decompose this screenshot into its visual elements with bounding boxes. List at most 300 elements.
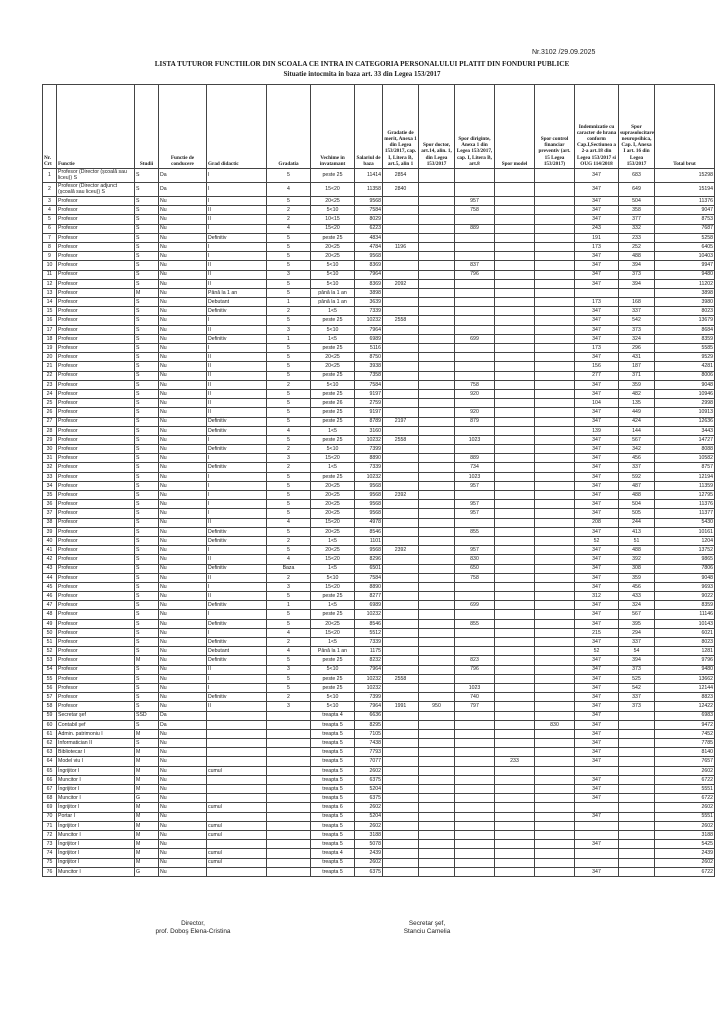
cell-vechime: peste 26	[311, 399, 355, 408]
cell-vechime: 1<5	[311, 426, 355, 435]
cell-nr-crt: 73	[43, 840, 57, 849]
cell-functie: Profesor	[57, 491, 135, 500]
cell-spor-doctor	[419, 711, 455, 720]
cell-spor-suprasolicitare: 144	[619, 426, 655, 435]
cell-spor-control-financiar	[535, 693, 575, 702]
cell-spor-suprasolicitare: 324	[619, 601, 655, 610]
cell-total-brut: 13662	[655, 674, 715, 683]
cell-total-brut: 8140	[655, 748, 715, 757]
cell-vechime: 5<10	[311, 573, 355, 582]
cell-vechime: 15<20	[311, 628, 355, 637]
table-row	[43, 757, 715, 766]
cell-functie-conducere: Nu	[159, 628, 207, 637]
cell-functie-conducere: Nu	[159, 353, 207, 362]
cell-salariul-baza: 7339	[355, 463, 383, 472]
cell-total-brut: 6722	[655, 775, 715, 784]
cell-nr-crt: 58	[43, 702, 57, 711]
cell-spor-model	[495, 298, 535, 307]
cell-indemnizatie-hrana: 347	[575, 408, 619, 417]
cell-spor-doctor	[419, 748, 455, 757]
cell-spor-suprasolicitare: 342	[619, 445, 655, 454]
cell-vechime: treapta 5	[311, 720, 355, 729]
cell-grad-didactic: II	[207, 279, 267, 288]
cell-gradatia: 5	[267, 592, 311, 601]
cell-total-brut: 2602	[655, 766, 715, 775]
cell-gradatie-merit	[383, 683, 419, 692]
cell-indemnizatie-hrana: 347	[575, 693, 619, 702]
cell-spor-suprasolicitare: 482	[619, 389, 655, 398]
cell-spor-control-financiar	[535, 665, 575, 674]
cell-total-brut: 5430	[655, 518, 715, 527]
cell-spor-control-financiar	[535, 454, 575, 463]
cell-total-brut: 6021	[655, 628, 715, 637]
cell-grad-didactic	[207, 794, 267, 803]
cell-functie-conducere: Nu	[159, 224, 207, 233]
cell-functie: Îngrijitor I	[57, 766, 135, 775]
cell-vechime: peste 25	[311, 344, 355, 353]
header-gradatie-merit: Gradatie de merit, Anexa 1 din Legea 153/2017, cap. I, Litera B, art.5, alin 1	[383, 85, 419, 169]
cell-functie: Îngrijitor I	[57, 858, 135, 867]
cell-nr-crt: 43	[43, 564, 57, 573]
cell-spor-suprasolicitare: 487	[619, 481, 655, 490]
cell-salariul-baza: 7584	[355, 380, 383, 389]
cell-gradatie-merit	[383, 197, 419, 206]
cell-functie: Profesor	[57, 601, 135, 610]
cell-grad-didactic: Definitiv	[207, 601, 267, 610]
cell-studii: S	[135, 638, 159, 647]
cell-studii: S	[135, 408, 159, 417]
cell-studii: S	[135, 417, 159, 426]
cell-functie: Profesor	[57, 252, 135, 261]
cell-grad-didactic	[207, 711, 267, 720]
cell-gradatie-merit	[383, 582, 419, 591]
cell-grad-didactic: II	[207, 408, 267, 417]
cell-spor-control-financiar	[535, 601, 575, 610]
cell-functie: Îngrijitor I	[57, 803, 135, 812]
cell-nr-crt: 41	[43, 546, 57, 555]
cell-nr-crt: 64	[43, 757, 57, 766]
cell-indemnizatie-hrana: 208	[575, 518, 619, 527]
cell-spor-suprasolicitare: 395	[619, 619, 655, 628]
cell-vechime: peste 25	[311, 417, 355, 426]
cell-grad-didactic: I	[207, 197, 267, 206]
cell-functie-conducere: Nu	[159, 785, 207, 794]
cell-salariul-baza: 8369	[355, 261, 383, 270]
cell-gradatia: 5	[267, 500, 311, 509]
cell-grad-didactic: I	[207, 546, 267, 555]
cell-indemnizatie-hrana: 347	[575, 785, 619, 794]
cell-salariul-baza: 1175	[355, 647, 383, 656]
cell-gradatia	[267, 867, 311, 876]
cell-spor-suprasolicitare: 488	[619, 546, 655, 555]
cell-spor-control-financiar	[535, 739, 575, 748]
cell-total-brut: 9693	[655, 582, 715, 591]
cell-gradatie-merit	[383, 472, 419, 481]
cell-studii: S	[135, 435, 159, 444]
cell-total-brut: 7452	[655, 729, 715, 738]
cell-gradatie-merit: 2392	[383, 546, 419, 555]
cell-functie: Profesor	[57, 610, 135, 619]
cell-salariul-baza: 6375	[355, 867, 383, 876]
cell-grad-didactic: II	[207, 371, 267, 380]
cell-gradatia: 5	[267, 509, 311, 518]
cell-spor-model	[495, 638, 535, 647]
cell-nr-crt: 63	[43, 748, 57, 757]
cell-spor-suprasolicitare: 649	[619, 183, 655, 197]
cell-spor-suprasolicitare: 394	[619, 261, 655, 270]
cell-nr-crt: 71	[43, 821, 57, 830]
table-row	[43, 775, 715, 784]
cell-functie: Contabil şef	[57, 720, 135, 729]
table-row	[43, 307, 715, 316]
cell-gradatie-merit	[383, 399, 419, 408]
cell-grad-didactic: I	[207, 472, 267, 481]
cell-salariul-baza: 7964	[355, 665, 383, 674]
cell-spor-control-financiar	[535, 757, 575, 766]
cell-spor-diriginte	[455, 592, 495, 601]
cell-nr-crt: 42	[43, 555, 57, 564]
cell-nr-crt: 24	[43, 389, 57, 398]
table-row	[43, 867, 715, 876]
cell-gradatie-merit: 2092	[383, 279, 419, 288]
cell-total-brut: 10913	[655, 408, 715, 417]
cell-functie-conducere: Nu	[159, 261, 207, 270]
cell-salariul-baza: 11358	[355, 183, 383, 197]
cell-spor-model	[495, 674, 535, 683]
cell-indemnizatie-hrana: 347	[575, 454, 619, 463]
cell-spor-diriginte	[455, 582, 495, 591]
cell-gradatia: 5	[267, 362, 311, 371]
cell-studii: S	[135, 270, 159, 279]
cell-salariul-baza: 9568	[355, 500, 383, 509]
cell-total-brut: 12194	[655, 472, 715, 481]
cell-total-brut: 2602	[655, 803, 715, 812]
cell-spor-model	[495, 509, 535, 518]
cell-functie: Profesor	[57, 270, 135, 279]
cell-functie: Profesor	[57, 582, 135, 591]
cell-gradatia: 5	[267, 417, 311, 426]
cell-gradatie-merit: 2558	[383, 316, 419, 325]
header-nr-crt: Nr. Crt	[43, 85, 57, 169]
cell-spor-doctor	[419, 509, 455, 518]
cell-total-brut: 5551	[655, 812, 715, 821]
cell-spor-diriginte	[455, 739, 495, 748]
cell-spor-doctor	[419, 454, 455, 463]
cell-functie-conducere: Nu	[159, 206, 207, 215]
cell-salariul-baza: 2602	[355, 766, 383, 775]
cell-grad-didactic: I	[207, 683, 267, 692]
cell-functie-conducere: Nu	[159, 527, 207, 536]
table-row	[43, 720, 715, 729]
cell-grad-didactic: I	[207, 169, 267, 183]
cell-spor-control-financiar	[535, 546, 575, 555]
cell-gradatie-merit	[383, 445, 419, 454]
cell-spor-suprasolicitare: 567	[619, 610, 655, 619]
cell-spor-doctor	[419, 435, 455, 444]
cell-vechime: 5<10	[311, 325, 355, 334]
cell-grad-didactic: Definitiv	[207, 334, 267, 343]
cell-vechime: treapta 5	[311, 739, 355, 748]
header-studii: Studii	[135, 85, 159, 169]
cell-spor-diriginte	[455, 325, 495, 334]
cell-spor-suprasolicitare: 488	[619, 252, 655, 261]
cell-grad-didactic	[207, 748, 267, 757]
cell-indemnizatie-hrana: 347	[575, 500, 619, 509]
cell-spor-model	[495, 288, 535, 297]
cell-nr-crt: 4	[43, 206, 57, 215]
cell-spor-diriginte	[455, 252, 495, 261]
cell-grad-didactic: II	[207, 702, 267, 711]
cell-total-brut: 7806	[655, 564, 715, 573]
cell-salariul-baza: 5116	[355, 344, 383, 353]
cell-spor-suprasolicitare: 252	[619, 242, 655, 251]
cell-functie: Profesor	[57, 242, 135, 251]
cell-gradatia: 2	[267, 693, 311, 702]
table-row	[43, 582, 715, 591]
cell-spor-control-financiar	[535, 592, 575, 601]
cell-spor-suprasolicitare	[619, 821, 655, 830]
cell-spor-control-financiar	[535, 582, 575, 591]
cell-indemnizatie-hrana: 104	[575, 399, 619, 408]
table-row	[43, 840, 715, 849]
cell-spor-model	[495, 454, 535, 463]
cell-functie-conducere: Nu	[159, 509, 207, 518]
cell-spor-suprasolicitare: 373	[619, 325, 655, 334]
cell-spor-doctor	[419, 757, 455, 766]
cell-functie: Profesor	[57, 435, 135, 444]
cell-gradatie-merit	[383, 729, 419, 738]
cell-functie-conducere: Nu	[159, 298, 207, 307]
cell-functie-conducere: Nu	[159, 638, 207, 647]
cell-vechime: 15<20	[311, 555, 355, 564]
cell-nr-crt: 23	[43, 380, 57, 389]
cell-spor-doctor	[419, 279, 455, 288]
cell-spor-model	[495, 344, 535, 353]
cell-spor-control-financiar	[535, 435, 575, 444]
table-row	[43, 183, 715, 197]
cell-salariul-baza: 7793	[355, 748, 383, 757]
cell-gradatia: 5	[267, 408, 311, 417]
cell-salariul-baza: 10232	[355, 472, 383, 481]
cell-spor-doctor	[419, 344, 455, 353]
cell-spor-control-financiar	[535, 619, 575, 628]
cell-gradatia: 3	[267, 454, 311, 463]
cell-vechime: 20<25	[311, 362, 355, 371]
cell-nr-crt: 65	[43, 766, 57, 775]
cell-spor-doctor	[419, 858, 455, 867]
cell-gradatie-merit	[383, 224, 419, 233]
cell-total-brut: 9480	[655, 270, 715, 279]
cell-functie-conducere: Nu	[159, 729, 207, 738]
cell-gradatia: 4	[267, 518, 311, 527]
cell-indemnizatie-hrana: 277	[575, 371, 619, 380]
cell-spor-doctor	[419, 353, 455, 362]
cell-nr-crt: 7	[43, 233, 57, 242]
cell-gradatie-merit	[383, 830, 419, 839]
cell-total-brut: 3188	[655, 830, 715, 839]
cell-gradatie-merit	[383, 426, 419, 435]
cell-gradatie-merit	[383, 389, 419, 398]
cell-gradatia	[267, 812, 311, 821]
cell-spor-diriginte	[455, 399, 495, 408]
cell-spor-suprasolicitare: 187	[619, 362, 655, 371]
cell-functie-conducere: Nu	[159, 435, 207, 444]
cell-functie-conducere: Nu	[159, 555, 207, 564]
cell-spor-model	[495, 389, 535, 398]
cell-functie: Profesor	[57, 656, 135, 665]
cell-spor-suprasolicitare	[619, 840, 655, 849]
cell-total-brut: 8823	[655, 693, 715, 702]
cell-nr-crt: 19	[43, 344, 57, 353]
cell-spor-doctor	[419, 601, 455, 610]
cell-gradatia: 3	[267, 702, 311, 711]
cell-grad-didactic: I	[207, 344, 267, 353]
cell-nr-crt: 48	[43, 610, 57, 619]
cell-salariul-baza: 8789	[355, 417, 383, 426]
cell-vechime: peste 25	[311, 389, 355, 398]
cell-nr-crt: 36	[43, 500, 57, 509]
cell-spor-model	[495, 729, 535, 738]
cell-gradatie-merit	[383, 858, 419, 867]
cell-nr-crt: 5	[43, 215, 57, 224]
table-row	[43, 445, 715, 454]
cell-gradatie-merit	[383, 564, 419, 573]
cell-functie: Profesor	[57, 454, 135, 463]
cell-grad-didactic	[207, 720, 267, 729]
cell-functie-conducere: Nu	[159, 647, 207, 656]
cell-salariul-baza: 10232	[355, 674, 383, 683]
cell-studii: M	[135, 748, 159, 757]
cell-spor-doctor	[419, 693, 455, 702]
cell-vechime: treapta 5	[311, 785, 355, 794]
cell-spor-suprasolicitare	[619, 711, 655, 720]
cell-gradatie-merit	[383, 288, 419, 297]
cell-spor-suprasolicitare: 377	[619, 215, 655, 224]
cell-spor-suprasolicitare: 431	[619, 353, 655, 362]
cell-salariul-baza: 7438	[355, 739, 383, 748]
cell-vechime: treapta 5	[311, 766, 355, 775]
cell-vechime: treapta 5	[311, 775, 355, 784]
cell-spor-diriginte	[455, 610, 495, 619]
cell-spor-suprasolicitare: 424	[619, 417, 655, 426]
cell-spor-doctor	[419, 463, 455, 472]
cell-spor-model	[495, 785, 535, 794]
cell-spor-model	[495, 206, 535, 215]
cell-spor-model	[495, 197, 535, 206]
cell-total-brut: 2602	[655, 858, 715, 867]
cell-spor-model	[495, 536, 535, 545]
table-row	[43, 766, 715, 775]
cell-total-brut: 10143	[655, 619, 715, 628]
cell-functie-conducere: Nu	[159, 463, 207, 472]
cell-spor-control-financiar	[535, 867, 575, 876]
cell-spor-control-financiar	[535, 803, 575, 812]
cell-vechime: 5<10	[311, 206, 355, 215]
cell-vechime: treapta 5	[311, 840, 355, 849]
cell-vechime: 5<10	[311, 380, 355, 389]
cell-functie-conducere: Nu	[159, 674, 207, 683]
cell-total-brut: 6405	[655, 242, 715, 251]
cell-functie: Profesor	[57, 389, 135, 398]
cell-spor-model	[495, 183, 535, 197]
cell-functie: Profesor (Director adjunct (școală sau liceu)) S	[57, 183, 135, 197]
cell-nr-crt: 57	[43, 693, 57, 702]
cell-spor-diriginte	[455, 757, 495, 766]
cell-indemnizatie-hrana: 347	[575, 270, 619, 279]
cell-functie: Profesor	[57, 307, 135, 316]
cell-nr-crt: 50	[43, 628, 57, 637]
cell-vechime: peste 25	[311, 233, 355, 242]
cell-indemnizatie-hrana: 191	[575, 233, 619, 242]
cell-salariul-baza: 3938	[355, 362, 383, 371]
cell-indemnizatie-hrana: 347	[575, 472, 619, 481]
table-row	[43, 858, 715, 867]
cell-indemnizatie-hrana: 347	[575, 169, 619, 183]
document-subtitle: Situatie intocmita in baza art. 33 din Legea 153/2017	[283, 70, 441, 78]
cell-functie-conducere: Nu	[159, 582, 207, 591]
cell-salariul-baza: 9568	[355, 491, 383, 500]
cell-spor-doctor	[419, 261, 455, 270]
cell-indemnizatie-hrana: 347	[575, 757, 619, 766]
cell-nr-crt: 60	[43, 720, 57, 729]
cell-vechime: peste 25	[311, 316, 355, 325]
cell-vechime: 20<25	[311, 509, 355, 518]
cell-salariul-baza: 10232	[355, 435, 383, 444]
cell-indemnizatie-hrana: 347	[575, 353, 619, 362]
cell-nr-crt: 11	[43, 270, 57, 279]
cell-gradatie-merit	[383, 573, 419, 582]
cell-gradatia: 5	[267, 610, 311, 619]
cell-spor-control-financiar	[535, 389, 575, 398]
cell-total-brut: 9865	[655, 555, 715, 564]
cell-indemnizatie-hrana: 347	[575, 279, 619, 288]
cell-gradatie-merit	[383, 711, 419, 720]
cell-salariul-baza: 7399	[355, 445, 383, 454]
cell-functie-conducere: Nu	[159, 610, 207, 619]
cell-total-brut: 13679	[655, 316, 715, 325]
cell-grad-didactic: II	[207, 399, 267, 408]
cell-indemnizatie-hrana: 347	[575, 812, 619, 821]
cell-grad-didactic	[207, 775, 267, 784]
cell-gradatia: 2	[267, 536, 311, 545]
cell-spor-doctor	[419, 647, 455, 656]
cell-spor-control-financiar	[535, 279, 575, 288]
cell-spor-model	[495, 215, 535, 224]
cell-studii: S	[135, 463, 159, 472]
cell-spor-suprasolicitare: 504	[619, 500, 655, 509]
cell-indemnizatie-hrana: 52	[575, 647, 619, 656]
cell-studii: S	[135, 426, 159, 435]
cell-salariul-baza: 5512	[355, 628, 383, 637]
cell-spor-control-financiar	[535, 638, 575, 647]
cell-nr-crt: 38	[43, 518, 57, 527]
cell-vechime: 20<25	[311, 491, 355, 500]
cell-salariul-baza: 8029	[355, 215, 383, 224]
cell-functie-conducere: Nu	[159, 656, 207, 665]
cell-gradatia: 5	[267, 491, 311, 500]
cell-studii: S	[135, 261, 159, 270]
cell-spor-suprasolicitare: 373	[619, 270, 655, 279]
cell-salariul-baza: 7964	[355, 702, 383, 711]
table-row	[43, 812, 715, 821]
cell-spor-diriginte: 1023	[455, 435, 495, 444]
cell-functie: Profesor	[57, 261, 135, 270]
cell-salariul-baza: 9568	[355, 197, 383, 206]
cell-nr-crt: 75	[43, 858, 57, 867]
cell-vechime: peste 25	[311, 169, 355, 183]
cell-indemnizatie-hrana: 347	[575, 711, 619, 720]
cell-gradatie-merit	[383, 408, 419, 417]
